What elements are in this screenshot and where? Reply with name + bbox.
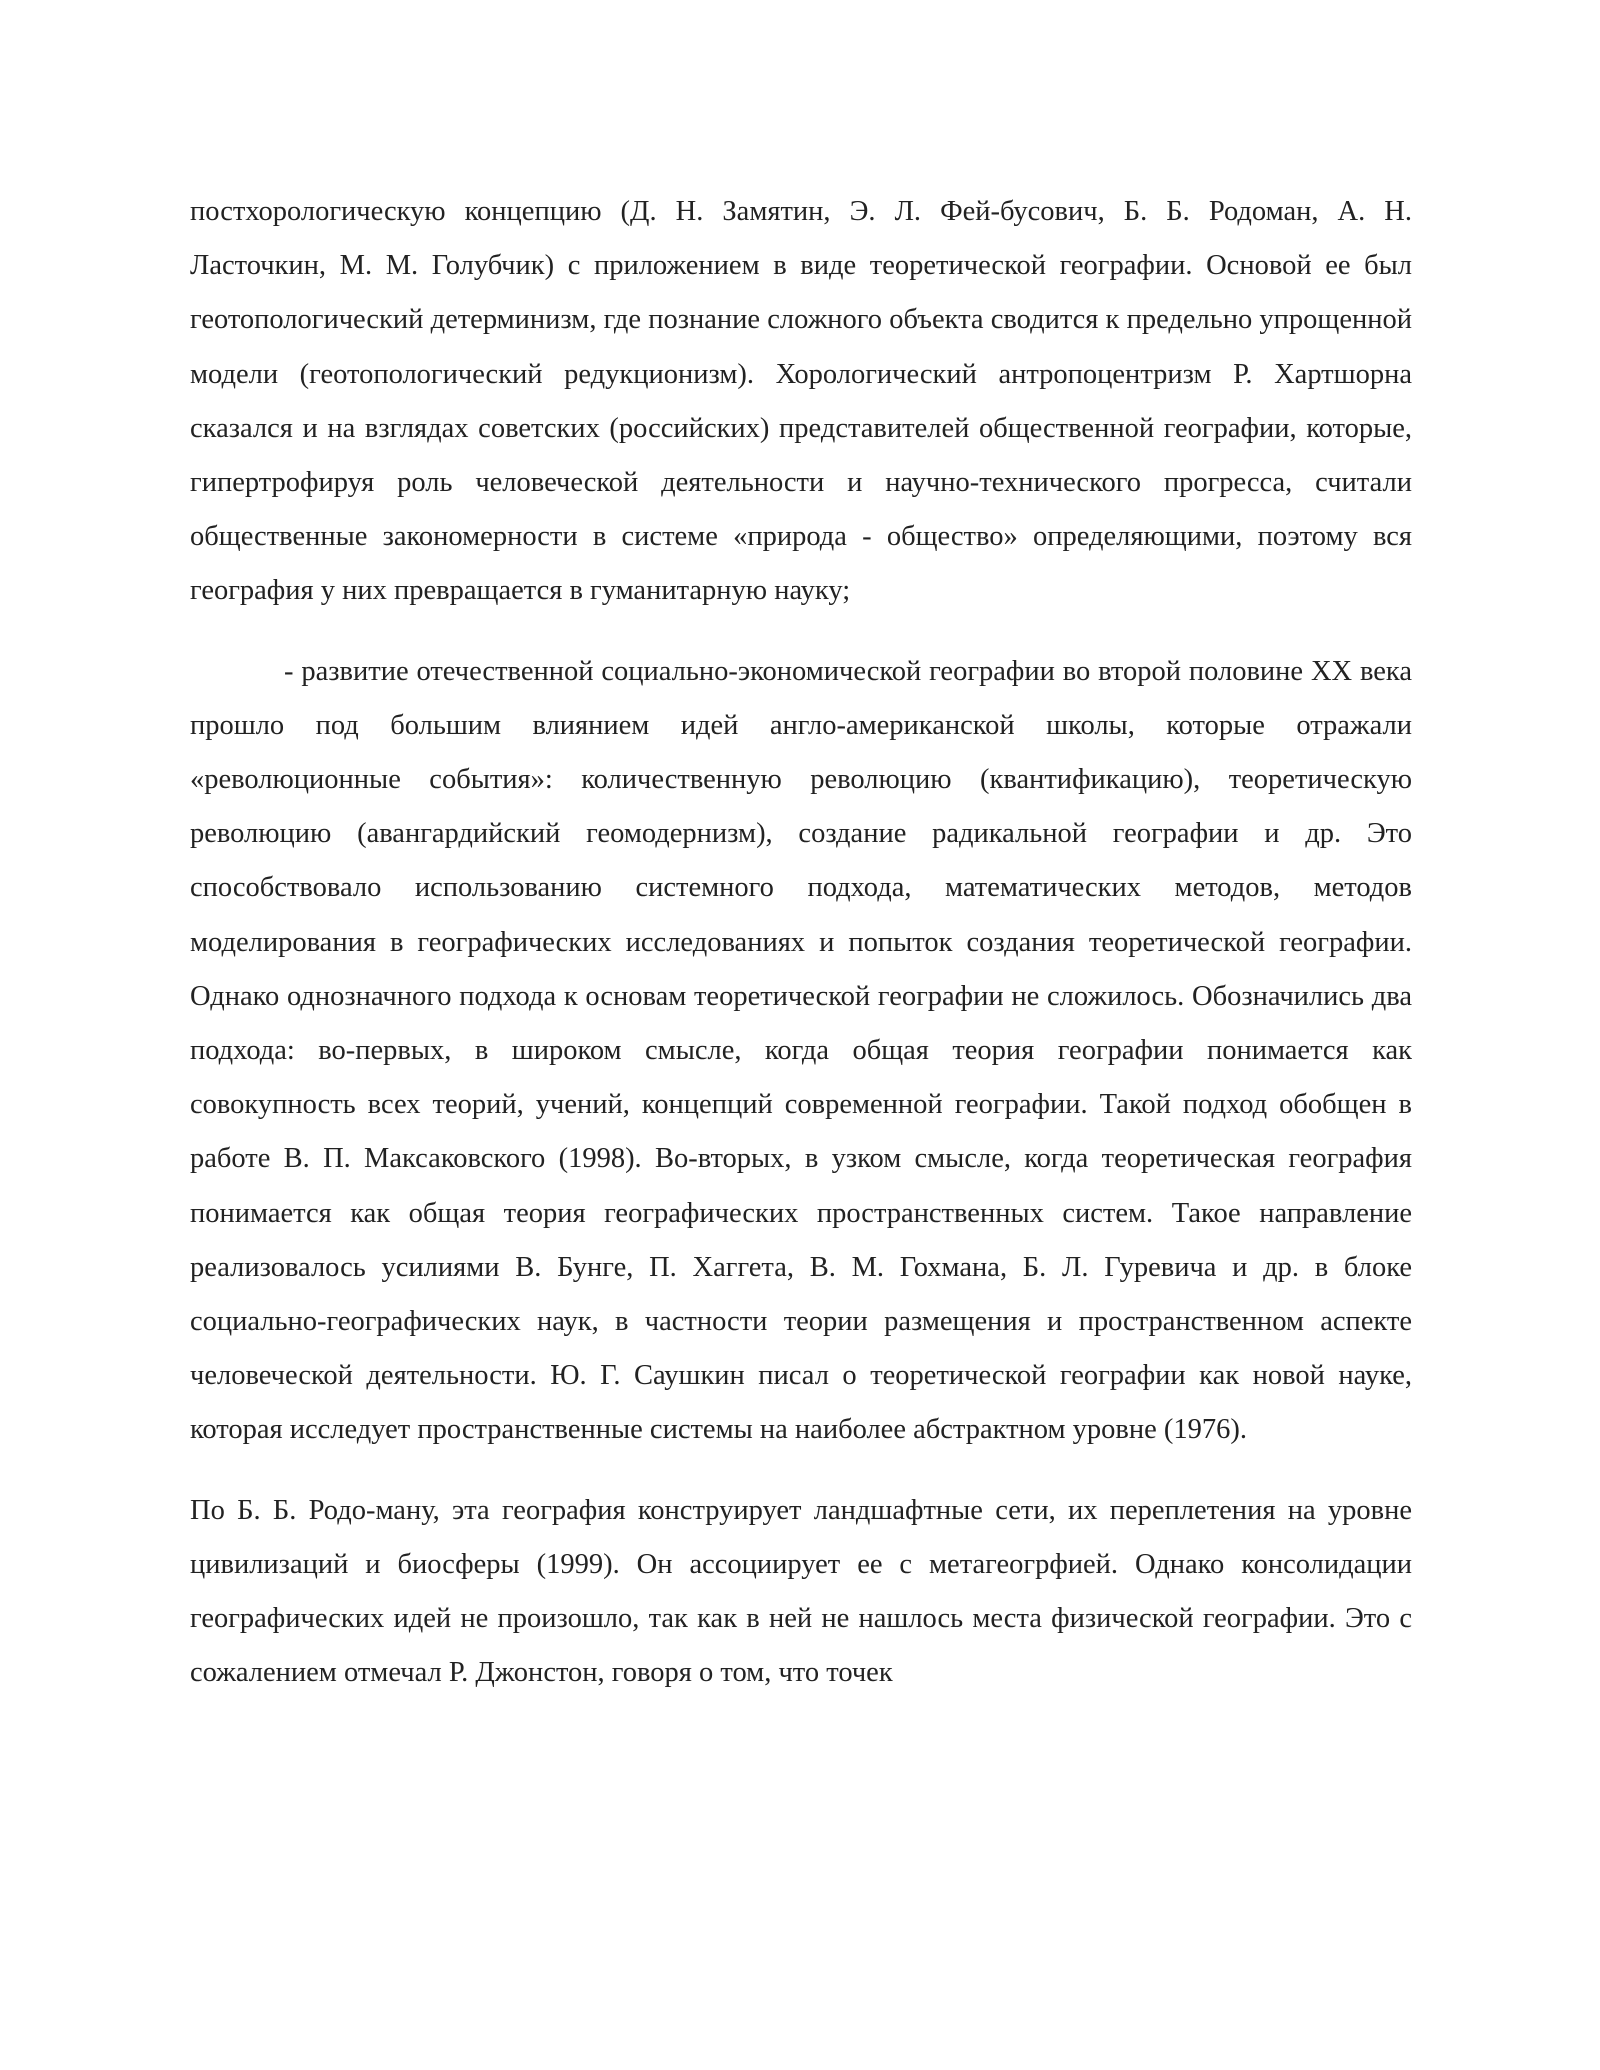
paragraph-1: постхорологическую концепцию (Д. Н. Замятин, Э. Л. Фей-бусович, Б. Б. Родоман, А. Н. Ласточкин, М. М. Голубчик) с приложением в виде теоретической географии. Основой ее был геотопологический детерминизм, где познание сложного объекта сводится к предельно упрощенной модели (геотопологический редукционизм). Хорологический антропоцентризм Р. Хартшорна сказался и на взглядах советских (российских) представителей общественной географии, которые, гипертрофируя роль человеческой деятельности и научно-технического прогресса, считали общественные закономерности в системе «природа - общество» определяющими, поэтому вся география у них превращается в гуманитарную науку; [190,196,1412,607]
paragraph-3: По Б. Б. Родо-ману, эта география конструирует ландшафтные сети, их переплетения на уровне цивилизаций и биосферы (1999). Он ассоциирует ее с метагеогрфией. Однако консолидации географических идей не произошло, так как в ней не нашлось места физической географии. Это с сожалением отмечал Р. Джонстон, говоря о том, что точек [190,1494,1412,1689]
paragraph-2: - развитие отечественной социально-экономической географии во второй половине XX века прошло под большим влиянием идей англо-американской школы, которые отражали «революционные события»: количественную революцию (квантификацию), теоретическую революцию (авангардийский геомодернизм), создание радикальной географии и др. Это способствовало использованию системного подхода, математических методов, методов моделирования в географических исследованиях и попыток создания теоретической географии. Однако однозначного подхода к основам теоретической географии не сложилось. Обозначились два подхода: во-первых, в широком смысле, когда общая теория географии понимается как совокупность всех теорий, учений, концепций современной географии. Такой подход обобщен в работе В. П. Максаковского (1998). Во-вторых, в узком смысле, когда теоретическая география понимается как общая теория географических пространственных систем. Такое направление реализовалось усилиями В. Бунге, П. Хаггета, В. М. Гохмана, Б. Л. Гуревича и др. в блоке социально-географических наук, в частности теории размещения и пространственном аспекте человеческой деятельности. Ю. Г. Саушкин писал о теоретической географии как новой науке, которая исследует пространственные системы на наиболее абстрактном уровне (1976). [190,655,1412,1446]
document-body [190,185,1412,1700]
